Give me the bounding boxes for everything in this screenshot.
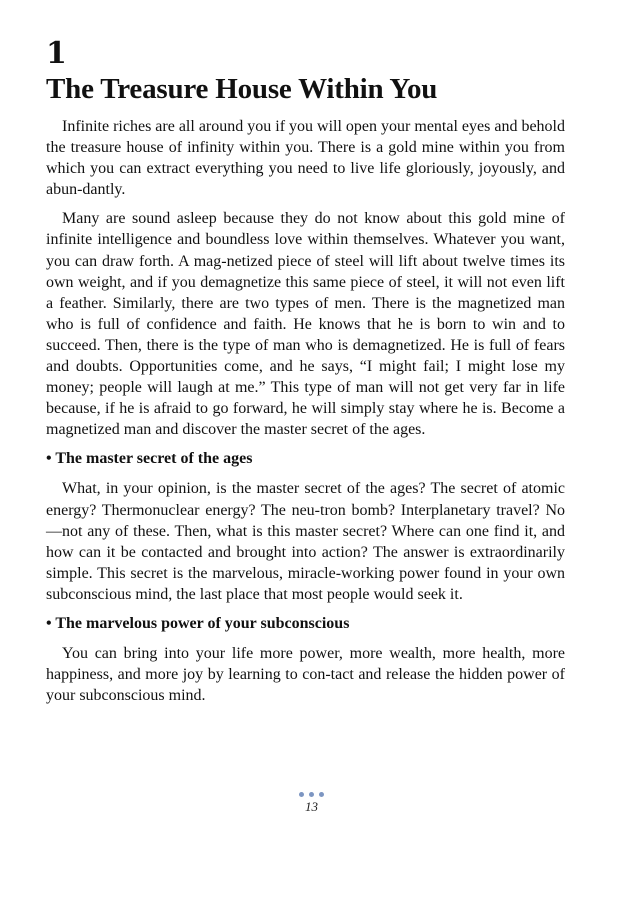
paragraph-subconscious: You can bring into your life more power, more wealth, more health, more happiness, and more joy by learning to con-tact and release the hidden power of your subconscious mind. [46, 644, 565, 705]
paragraph-magnetized: Many are sound asleep because they do not know about this gold mine of infinite intelligence and boundless love within themselves. Whatever you want, you can draw forth. A mag-netized piece of steel will lift about twelve times its own weight, and if you demagnetize this same piece of steel, it will not even lift a feather. Similarly, there are two types of men. There is the magnetized man who is full of confidence and faith. He knows that he is born to win and to succeed. Then, there is the type of man who is demagnetized. He is full of fears and doubts. Opportunities come, and he says, “I might fail; I might lose my money; people will laugh at me.” This type of man will not get very far in life because, if he is afraid to go forward, he will simply stay where he is. Become a magnetized man and discover the master secret of the ages. [46, 210, 565, 439]
section-heading-subconscious: • The marvelous power of your subconscious [46, 614, 350, 632]
section-heading-master-secret: • The master secret of the ages [46, 450, 253, 468]
chapter-title: The Treasure House Within You [46, 73, 438, 105]
chapter-number: 1 [46, 36, 67, 71]
page-number: 13 [305, 799, 318, 814]
book-page [46, 36, 565, 714]
ornament-dots [0, 792, 623, 798]
page-footer [0, 792, 623, 815]
ornament-dot [309, 792, 314, 797]
ornament-dot [319, 792, 324, 797]
ornament-dot [299, 792, 304, 797]
paragraph-master-secret: What, in your opinion, is the master secret of the ages? The secret of atomic energy? Thermonuclear energy? The neu-tron bomb? Interplanetary travel? No—not any of these. Then, what is this master secret? Where can one find it, and how can it be contacted and brought into action? The answer is extraordinarily simple. This secret is the marvelous, miracle-working power found in your own subconscious mind, the last place that most people would seek it. [46, 480, 565, 603]
paragraph-intro: Infinite riches are all around you if you will open your mental eyes and behold the treasure house of infinity within you. There is a gold mine within you from which you can extract everything you need to live life gloriously, joyously, and abun-dantly. [46, 118, 565, 199]
